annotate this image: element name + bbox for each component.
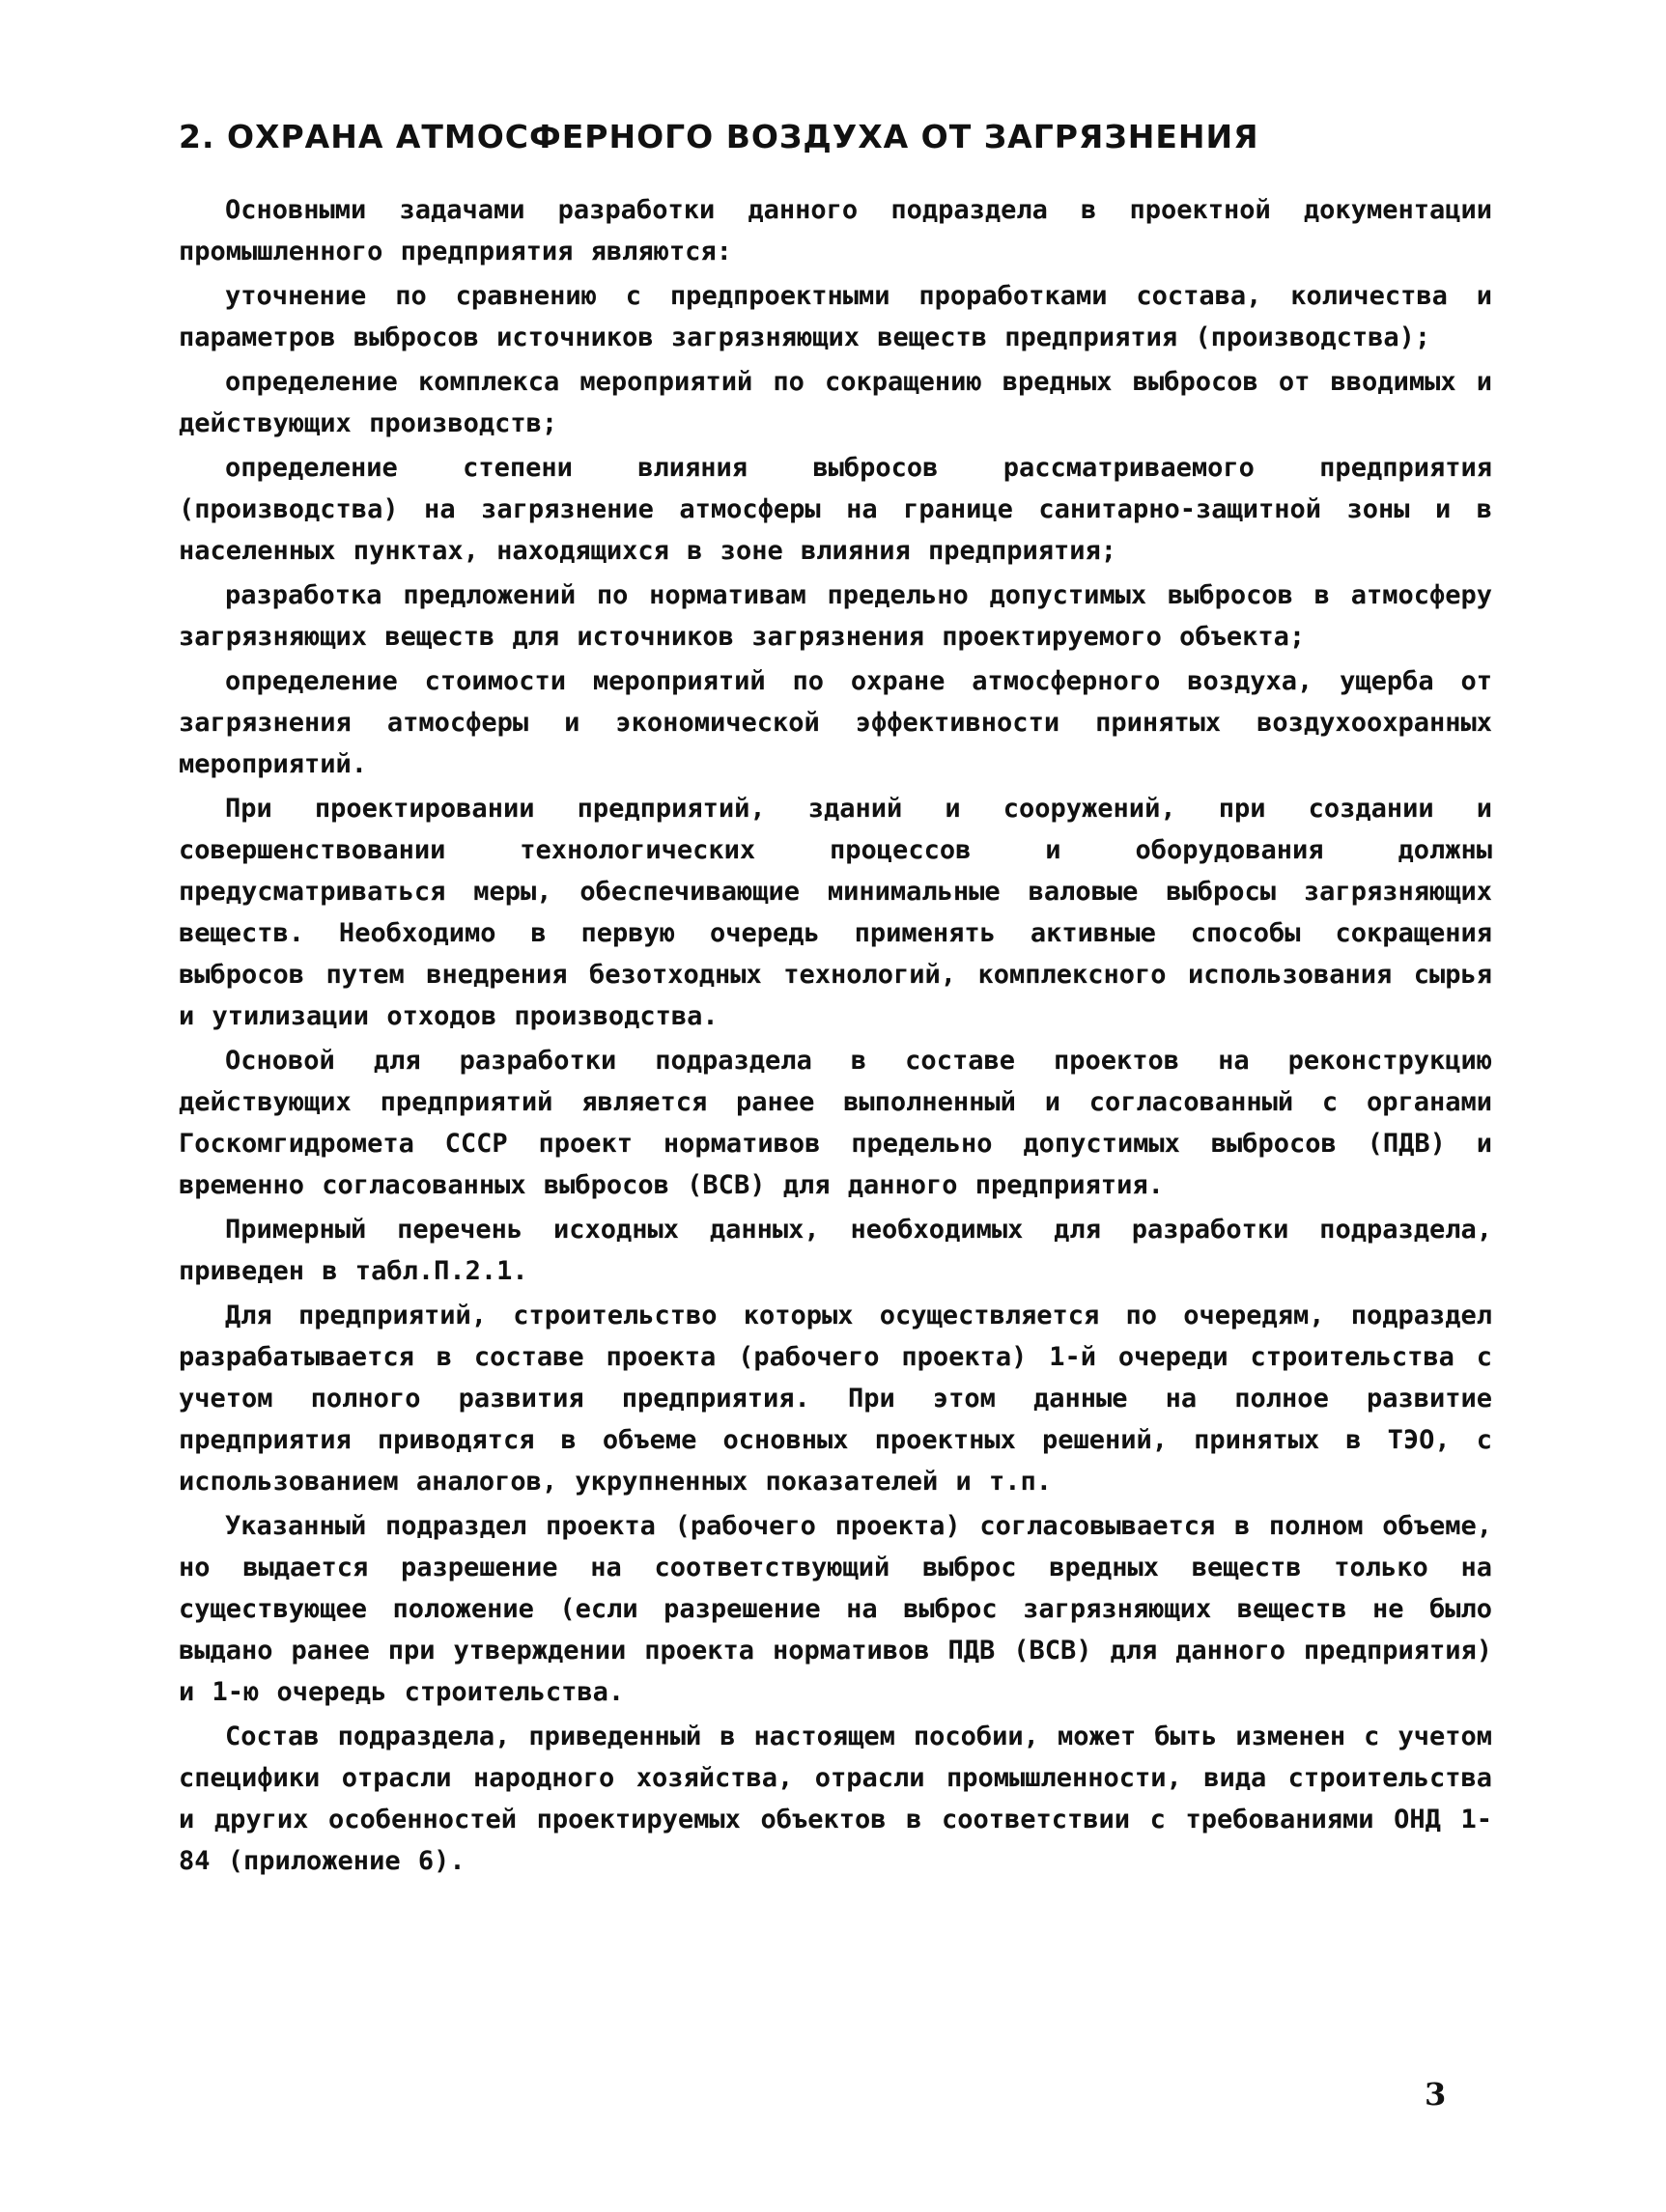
page-number: 3	[1425, 2076, 1447, 2113]
paragraph-initial-data: Примерный перечень исходных данных, необходимых для разработки подраздела, приведен в табл.П.2.1.	[179, 1215, 1492, 1286]
paragraph-design-measures: При проектировании предприятий, зданий и сооружений, при создании и совершенствовании технологических процессов и оборудования должны предусматриваться меры, обеспечивающие минимальные валовые выбросы загрязняющих веществ. Необходимо в первую очередь применять активные способы сокращения выбросов путем внедрения безотходных технологий, комплексного использования сырья и утилизации отходов производства.	[179, 794, 1492, 1031]
paragraph-intro: Основными задачами разработки данного подраздела в проектной документации промышленного предприятия являются:	[179, 195, 1492, 266]
paragraph-approval: Указанный подраздел проекта (рабочего проекта) согласовывается в полном объеме, но выдается разрешение на соответствующий выброс вредных веществ только на существующее положение (если разрешение на выброс загрязняющих веществ не было выдано ранее при утверждении проекта нормативов ПДВ (ВСВ) для данного предприятия) и 1-ю очередь строительства.	[179, 1511, 1492, 1707]
paragraph-task-cost: определение стоимости мероприятий по охране атмосферного воздуха, ущерба от загрязнения атмосферы и экономической эффективности принятых воздухоохранных мероприятий.	[179, 666, 1492, 779]
paragraph-staged-construction: Для предприятий, строительство которых осуществляется по очередям, подраздел разрабатывается в составе проекта (рабочего проекта) 1-й очереди строительства с учетом полного развития предприятия. При этом данные на полное развитие предприятия приводятся в объеме основных проектных решений, принятых в ТЭО, с использованием аналогов, укрупненных показателей и т.п.	[179, 1301, 1492, 1497]
paragraph-task-norms: разработка предложений по нормативам предельно допустимых выбросов в атмосферу загрязняющих веществ для источников загрязнения проектируемого объекта;	[179, 580, 1492, 652]
section-heading: 2. ОХРАНА АТМОСФЕРНОГО ВОЗДУХА ОТ ЗАГРЯЗНЕНИЯ	[179, 118, 1259, 155]
paragraph-task-measures: определение комплекса мероприятий по сокращению вредных выбросов от вводимых и действующих производств;	[179, 367, 1492, 438]
document-page	[179, 116, 1492, 1885]
paragraph-task-impact: определение степени влияния выбросов рассматриваемого предприятия (производства) на загрязнение атмосферы на границе санитарно-защитной зоны и в населенных пунктах, находящихся в зоне влияния предприятия;	[179, 453, 1492, 566]
paragraph-composition: Состав подраздела, приведенный в настоящем пособии, может быть изменен с учетом специфики отрасли народного хозяйства, отрасли промышленности, вида строительства и других особенностей проектируемых объектов в соответствии с требованиями ОНД 1-84 (приложение 6).	[179, 1722, 1492, 1876]
paragraph-reconstruction-basis: Основой для разработки подраздела в составе проектов на реконструкцию действующих предприятий является ранее выполненный и согласованный с органами Госкомгидромета СССР проект нормативов предельно допустимых выбросов (ПДВ) и временно согласованных выбросов (ВСВ) для данного предприятия.	[179, 1046, 1492, 1200]
paragraph-task-clarification: уточнение по сравнению с предпроектными проработками состава, количества и параметров выбросов источников загрязняющих веществ предприятия (производства);	[179, 281, 1492, 352]
